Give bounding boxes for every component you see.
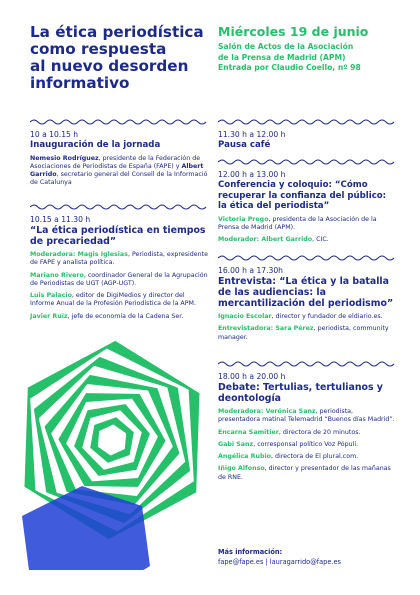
speaker-role: , CIC.: [312, 236, 329, 244]
page-title: [30, 24, 210, 92]
session-time: 12.00 h a 13.00 h: [218, 170, 286, 179]
speaker-name: Entrevistadora: Sara Pérez: [218, 325, 314, 333]
session-title: Inauguración de la jornada: [30, 140, 161, 150]
venue-line: de la Prensa de Madrid (APM): [218, 52, 346, 62]
session-time: 10.15 a 11.30 h: [30, 215, 91, 224]
speaker-name: Moderador: Albert Garrido: [218, 236, 313, 244]
speaker-role: , periodista, community manager.: [218, 325, 389, 341]
event-date: Miércoles 19 de junio: [218, 24, 369, 39]
venue-line: Entrada por Claudio Coello, nº 98: [218, 63, 361, 73]
speaker-line: [218, 313, 396, 321]
session-title: Entrevista: “La ética y la batalla de las audiencias: la mercantilización del periodismo”: [218, 276, 394, 309]
speaker-name: Javier Ruiz: [30, 312, 68, 320]
title-line: al nuevo desorden: [30, 57, 189, 75]
session-time: 18.00 h a 20.00 h: [218, 372, 286, 381]
title-line: como respuesta: [30, 40, 167, 58]
speaker-name: Albert Garrido: [30, 162, 204, 179]
speaker-role: , directora de El plural.com.: [270, 453, 359, 461]
session-title: Debate: Tertulias, tertulianos y deontología: [218, 382, 383, 404]
speaker-name: Ignacio Escolar: [218, 313, 272, 320]
session-title: “La ética periodística en tiempos de precariedad”: [30, 225, 206, 247]
speaker-line: [218, 236, 396, 244]
speaker-name: Encarna Samitier: [218, 428, 279, 436]
speaker-line: [30, 251, 208, 268]
session-title: Conferencia y coloquio: “Cómo recuperar la confianza del público: la ética del periodista”: [218, 180, 387, 211]
wave-divider: [30, 203, 208, 211]
speaker-name: Angélica Rubio: [218, 453, 271, 461]
speaker-name: Moderadora: Magis Iglesias: [30, 251, 128, 258]
speaker-line: [30, 272, 208, 289]
spiral-hexagon-artwork: [0, 340, 215, 570]
speaker-name: Nemesio Rodríguez: [30, 154, 99, 162]
speaker-role: , presidente de la Federación de Asociaciones de Periodistas de España (FAPE) y: [30, 154, 201, 170]
speaker-name: Mariano Rivero: [30, 271, 84, 279]
wave-divider: [218, 254, 396, 262]
wave-divider: [218, 118, 396, 126]
session-block: [30, 203, 208, 325]
speaker-name: Victoria Prego: [218, 215, 269, 223]
session-block: [30, 118, 208, 192]
speaker-role: , corresponsal político Voz Pópuli.: [253, 440, 359, 448]
session-title: Pausa café: [218, 140, 271, 150]
speaker-role: , Periodista, expresidente de FAPE y analista política.: [30, 251, 208, 267]
wave-divider: [218, 158, 396, 166]
speaker-line: [30, 313, 208, 321]
session-block: [218, 118, 396, 155]
speaker-line: [218, 429, 396, 437]
speaker-line: [218, 453, 396, 461]
speaker-role: , secretario general del Consell de la Informació de Catalunya: [30, 171, 208, 187]
speaker-role: , directora de 20 minutos.: [278, 428, 361, 436]
speaker-name: Iñigo Alfonso: [218, 465, 265, 473]
speaker-role: , coordinador General de la Agrupación de Periodistas de UGT (AGP-UGT).: [30, 271, 208, 287]
event-venue: [218, 42, 403, 74]
session-block: [218, 360, 396, 486]
session-block: [218, 254, 396, 346]
speaker-line: [218, 408, 396, 425]
speaker-line: [218, 325, 396, 342]
speaker-line: [30, 292, 208, 309]
speaker-role: , periodista, presentadora matinal Telemadrid “Buenos días Madrid”.: [218, 408, 395, 424]
speaker-role: , presidenta de la Asociación de la Prensa de Madrid (APM).: [218, 215, 377, 231]
speaker-role: , director y fundador de eldiario.es.: [271, 313, 383, 320]
speaker-line: [30, 155, 208, 188]
contact-emails[interactable]: fape@fape.es | lauragarrido@fape.es: [218, 557, 341, 566]
speaker-role: , editor de DigiMedios y director del Informe Anual de la Profesión Periodística de la APM.: [30, 292, 196, 308]
speaker-role: , director y presentador de las mañanas de RNE.: [218, 465, 391, 481]
contact-info: [218, 548, 341, 567]
speaker-name: Luis Palacio: [30, 292, 72, 300]
session-block: [218, 158, 396, 248]
wave-divider: [218, 360, 396, 368]
speaker-line: [218, 465, 396, 482]
speaker-line: [218, 441, 396, 449]
session-time: 10 a 10.15 h: [30, 130, 79, 139]
speaker-role: , jefe de economía de la Cadena Ser.: [67, 312, 184, 320]
title-line: informativo: [30, 74, 130, 92]
contact-label: Más información:: [218, 548, 283, 556]
session-time: 16.00 h a 17.30h: [218, 266, 283, 275]
title-line: La ética periodística: [30, 23, 204, 41]
wave-divider: [30, 118, 208, 126]
speaker-name: Moderadora: Verónica Sanz: [218, 408, 316, 415]
speaker-line: [218, 216, 396, 233]
speaker-name: Gabi Sanz: [218, 440, 254, 448]
venue-line: Salón de Actos de la Asociación: [218, 42, 354, 51]
session-time: 11.30 h a 12.00 h: [218, 130, 286, 139]
